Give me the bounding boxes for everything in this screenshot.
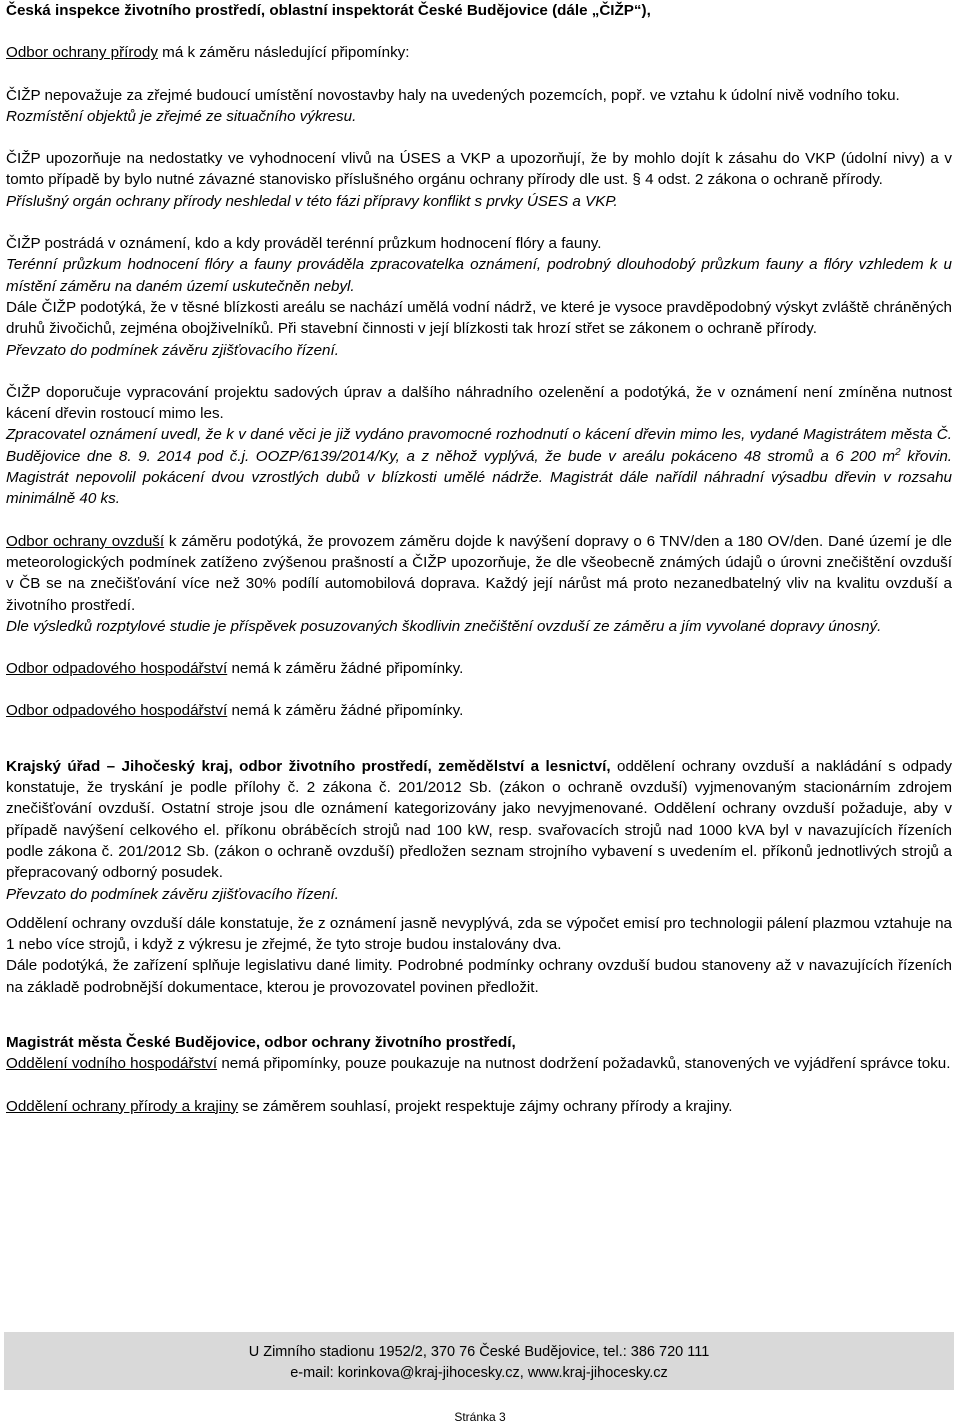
reply-p5: Zpracovatel oznámení uvedl, že k v dané věci je již vydáno pravomocné rozhodnutí o kácení dřevin mimo les, vydané Magistrátem města Č. Budějovice dne 8. 9. 2014 pod č.j. OOZP/6139/2014/Ky, a z něhož vyplývá, že bude v areálu pokáceno 48 stromů a 6 200 $m^2$ křovin. Magistrát nepovolil pokácení dvou vzrostlých dubů v blízkosti umělé nádrže. Magistrát dále nařídil náhradní výsadbu dřevin v rozsahu minimálně 40 ks. xyxy=(6,426,952,508)
footer-address: U Zimního stadionu 1952/2, 370 76 České Budějovice, tel.: 386 720 111 xyxy=(248,1344,710,1360)
footer-box xyxy=(4,1332,954,1390)
regional-office-name: Krajský úřad – Jihočeský kraj, odbor životního prostředí, zemědělství a lesnictví, xyxy=(6,757,611,775)
footer-contact: e-mail: korinkova@kraj-jihocesky.cz, www.kraj-jihocesky.cz xyxy=(290,1365,668,1381)
city-nature-dept: Oddělení ochrany přírody a krajiny se záměrem souhlasí, projekt respektuje zájmy ochrany přírody a krajiny. xyxy=(6,1097,733,1115)
city-office-title: Magistrát města České Budějovice, odbor ochrany životního prostředí, xyxy=(6,1033,516,1051)
comment-p5: ČIŽP doporučuje vypracování projektu sadových úprav a dalšího náhradního ozelenění a podotýká, že v oznámení není zmíněna nutnost kácení dřevin rostoucí mimo les. xyxy=(6,383,952,423)
regional-office-comment: Krajský úřad – Jihočeský kraj, odbor životního prostředí, zemědělství a lesnictví, oddělení ochrany ovzduší a nakládání s odpady konstatuje, že tryskání je podle přílohy č. 2 zákona č. 201/2012 Sb. (zákon o ochraně ovzduší) vyjmenovaným stacionárním zdrojem znečišťování ovzduší. Ostatní stroje jsou dle oznámení kategorizovány jako nevyjmenované. Oddělení ochrany ovzduší požaduje, aby v případě navýšení celkového el. příkonu obráběcích strojů nad 100 kW, resp. svařovacích strojů nad 1000 kVA byl v navazujících řízeních podle zákona č. 201/2012 Sb. (zákon o ochraně ovzduší) předložen seznam strojního vybavení s uvedením el. příkonů jednotlivých strojů a přepracovaný odborný posudek. xyxy=(6,757,952,882)
waste-dept-1-name: Odbor odpadového hospodářství xyxy=(6,660,228,678)
reply-p1: Rozmístění objektů je zřejmé ze situačního výkresu. xyxy=(6,107,357,125)
waste-dept-2: Odbor odpadového hospodářství nemá k záměru žádné připomínky. xyxy=(6,702,464,720)
regional-office-p3: Dále podotýká, že zařízení splňuje legislativu dané limity. Podrobné podmínky ochrany ovzduší budou stanoveny až v navazujících řízeních na základě podrobnější dokumentace, kterou je provozovatel povinen předložit. xyxy=(6,957,952,996)
authority-heading: Česká inspekce životního prostředí, oblastní inspektorát České Budějovice (dále „ČIŽP“), xyxy=(6,2,651,19)
city-water-dept-name: Oddělení vodního hospodářství xyxy=(6,1055,218,1073)
air-dept-name: Odbor ochrany ovzduší xyxy=(6,532,165,550)
comment-p4: Dále ČIŽP podotýká, že v těsné blízkosti areálu se nachází umělá vodní nádrž, ve které je vysoce pravděpodobný výskyt zvláště chráněných druhů živočichů, zejména obojživelníků. Při stavební činnosti v její blízkosti tak hrozí střet se zákonem o ochraně přírody. xyxy=(6,298,952,338)
reply-p2: Příslušný orgán ochrany přírody neshledal v této fázi přípravy konflikt s prvky ÚSES a VKP. xyxy=(6,192,618,210)
waste-dept-2-name: Odbor odpadového hospodářství xyxy=(6,702,228,720)
nature-dept-intro: Odbor ochrany přírody má k záměru následující připomínky: xyxy=(6,44,410,62)
reply-p3: Terénní průzkum hodnocení flóry a fauny prováděla zpracovatelka oznámení, podrobný dlouhodobý průzkum fauny a flóry vzhledem k u místění záměru na daném území uskutečněn nebyl. xyxy=(6,256,952,295)
reply-p4: Převzato do podmínek závěru zjišťovacího řízení. xyxy=(6,341,339,359)
nature-dept-name: Odbor ochrany přírody xyxy=(6,44,158,62)
air-dept-reply: Dle výsledků rozptylové studie je příspěvek posuzovaných škodlivin znečištění ovzduší ze záměru a jím vyvolané dopravy únosný. xyxy=(6,617,882,635)
comment-p3: ČIŽP postrádá v oznámení, kdo a kdy prováděl terénní průzkum hodnocení flóry a fauny. xyxy=(6,235,602,253)
comment-p2: ČIŽP upozorňuje na nedostatky ve vyhodnocení vlivů na ÚSES a VKP a upozorňují, že by mohlo dojít k zásahu do VKP (údolní nivy) a v tomto případě by bylo nutné závazné stanovisko příslušného orgánu ochrany přírody dle ust. § 4 odst. 2 zákona o ochraně přírody. xyxy=(6,150,952,189)
city-nature-dept-name: Oddělení ochrany přírody a krajiny xyxy=(6,1097,239,1115)
waste-dept-1: Odbor odpadového hospodářství nemá k záměru žádné připomínky. xyxy=(6,660,464,678)
regional-office-p2: Oddělení ochrany ovzduší dále konstatuje, že z oznámení jasně nevyplývá, zda se výpočet emisí pro technologii pálení plazmou vztahuje na 1 nebo více strojů, i když z výkresu je zřejmé, že tyto stroje budou instalovány dva. xyxy=(6,914,952,954)
regional-office-reply: Převzato do podmínek závěru zjišťovacího řízení. xyxy=(6,885,339,903)
air-dept-comment: Odbor ochrany ovzduší k záměru podotýká, že provozem záměru dojde k navýšení dopravy o 6 TNV/den a 180 OV/den. Dané území je dle meteorologických podmínek zatíženo zvýšenou prašností a ČIŽP upozorňuje, že dle všeobecně známých údajů o úrovni znečištění ovzduší v ČB se na znečišťování více než 30% podílí automobilová doprava. Každý její nárůst má proto nezanedbatelný vliv na kvalitu ovzduší a životního prostředí. xyxy=(6,532,952,614)
city-water-dept: Oddělení vodního hospodářství nemá připomínky, pouze poukazuje na nutnost dodržení požadavků, stanovených ve vyjádření správce toku. xyxy=(6,1055,951,1073)
document-body xyxy=(6,0,952,1117)
page-number: Stránka 3 xyxy=(454,1410,506,1424)
comment-p1: ČIŽP nepovažuje za zřejmé budoucí umístění novostavby haly na uvedených pozemcích, popř. ve vztahu k údolní nivě vodního toku. xyxy=(6,86,900,104)
